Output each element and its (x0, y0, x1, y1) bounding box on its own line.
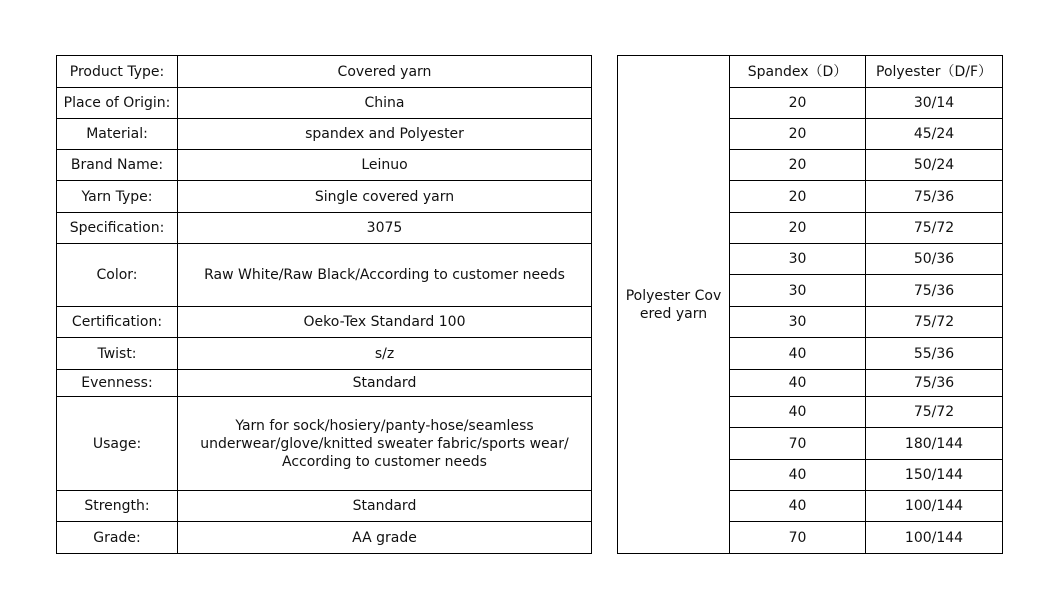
spandex-cell: 20 (730, 150, 866, 181)
spec-label: Color: (57, 244, 178, 307)
spandex-cell: 40 (730, 338, 866, 370)
spec-row-twist (57, 338, 592, 370)
spec-value: AA grade (178, 522, 592, 554)
spec-label: Yarn Type: (57, 181, 178, 213)
polyester-cell: 75/72 (866, 397, 1003, 428)
spandex-cell: 20 (730, 119, 866, 150)
spec-row-usage (57, 397, 592, 491)
column-header-spandex: Spandex（D） (730, 56, 866, 88)
spandex-cell: 40 (730, 370, 866, 397)
spec-row-specification (57, 213, 592, 244)
spec-label: Place of Origin: (57, 88, 178, 119)
usage-line: Yarn for sock/hosiery/panty-hose/seamless (235, 417, 534, 434)
yarn-group-label (618, 56, 730, 554)
group-label-line: Polyester Cov (625, 287, 722, 304)
spandex-cell: 20 (730, 213, 866, 244)
spandex-cell: 70 (730, 428, 866, 460)
spec-label: Certification: (57, 307, 178, 338)
polyester-cell: 75/36 (866, 181, 1003, 213)
polyester-cell: 150/144 (866, 460, 1003, 491)
spec-value: China (178, 88, 592, 119)
spec-label: Evenness: (57, 370, 178, 397)
spandex-cell: 40 (730, 397, 866, 428)
polyester-cell: 75/36 (866, 370, 1003, 397)
spec-value: s/z (178, 338, 592, 370)
spec-value: Oeko-Tex Standard 100 (178, 307, 592, 338)
spec-row-evenness (57, 370, 592, 397)
spec-label: Twist: (57, 338, 178, 370)
polyester-cell: 180/144 (866, 428, 1003, 460)
spandex-cell: 30 (730, 244, 866, 275)
polyester-cell: 75/36 (866, 275, 1003, 307)
spec-label: Usage: (57, 397, 178, 491)
polyester-cell: 50/24 (866, 150, 1003, 181)
size-header-row (618, 56, 1003, 88)
spec-row-brand-name (57, 150, 592, 181)
spec-row-product-type (57, 56, 592, 88)
polyester-cell: 30/14 (866, 88, 1003, 119)
polyester-cell: 45/24 (866, 119, 1003, 150)
usage-line: underwear/glove/knitted sweater fabric/sports wear/ (200, 435, 569, 452)
spec-row-color (57, 244, 592, 307)
spandex-cell: 30 (730, 275, 866, 307)
polyester-cell: 100/144 (866, 522, 1003, 554)
spec-value: Standard (178, 370, 592, 397)
spandex-cell: 20 (730, 181, 866, 213)
spec-label: Specification: (57, 213, 178, 244)
product-spec-table (56, 55, 592, 554)
spec-label: Brand Name: (57, 150, 178, 181)
polyester-cell: 50/36 (866, 244, 1003, 275)
spec-row-place-of-origin (57, 88, 592, 119)
spec-row-strength (57, 491, 592, 522)
spec-label: Material: (57, 119, 178, 150)
spandex-cell: 20 (730, 88, 866, 119)
spec-value: Single covered yarn (178, 181, 592, 213)
yarn-size-table (617, 55, 1003, 554)
spec-row-material (57, 119, 592, 150)
column-header-polyester: Polyester（D/F） (866, 56, 1003, 88)
spec-label: Strength: (57, 491, 178, 522)
polyester-cell: 75/72 (866, 307, 1003, 338)
spec-value: Leinuo (178, 150, 592, 181)
spec-row-grade (57, 522, 592, 554)
spandex-cell: 70 (730, 522, 866, 554)
spec-value: 3075 (178, 213, 592, 244)
group-label-line: ered yarn (639, 305, 708, 322)
polyester-cell: 75/72 (866, 213, 1003, 244)
spec-label: Product Type: (57, 56, 178, 88)
spandex-cell: 30 (730, 307, 866, 338)
spec-label: Grade: (57, 522, 178, 554)
spec-value: Raw White/Raw Black/According to customer needs (178, 244, 592, 307)
polyester-cell: 55/36 (866, 338, 1003, 370)
usage-line: According to customer needs (282, 453, 487, 470)
spandex-cell: 40 (730, 491, 866, 522)
spec-value: spandex and Polyester (178, 119, 592, 150)
spec-value: Standard (178, 491, 592, 522)
polyester-cell: 100/144 (866, 491, 1003, 522)
spec-row-certification (57, 307, 592, 338)
spec-value: Covered yarn (178, 56, 592, 88)
spec-row-yarn-type (57, 181, 592, 213)
spandex-cell: 40 (730, 460, 866, 491)
spec-value-usage (178, 397, 592, 491)
